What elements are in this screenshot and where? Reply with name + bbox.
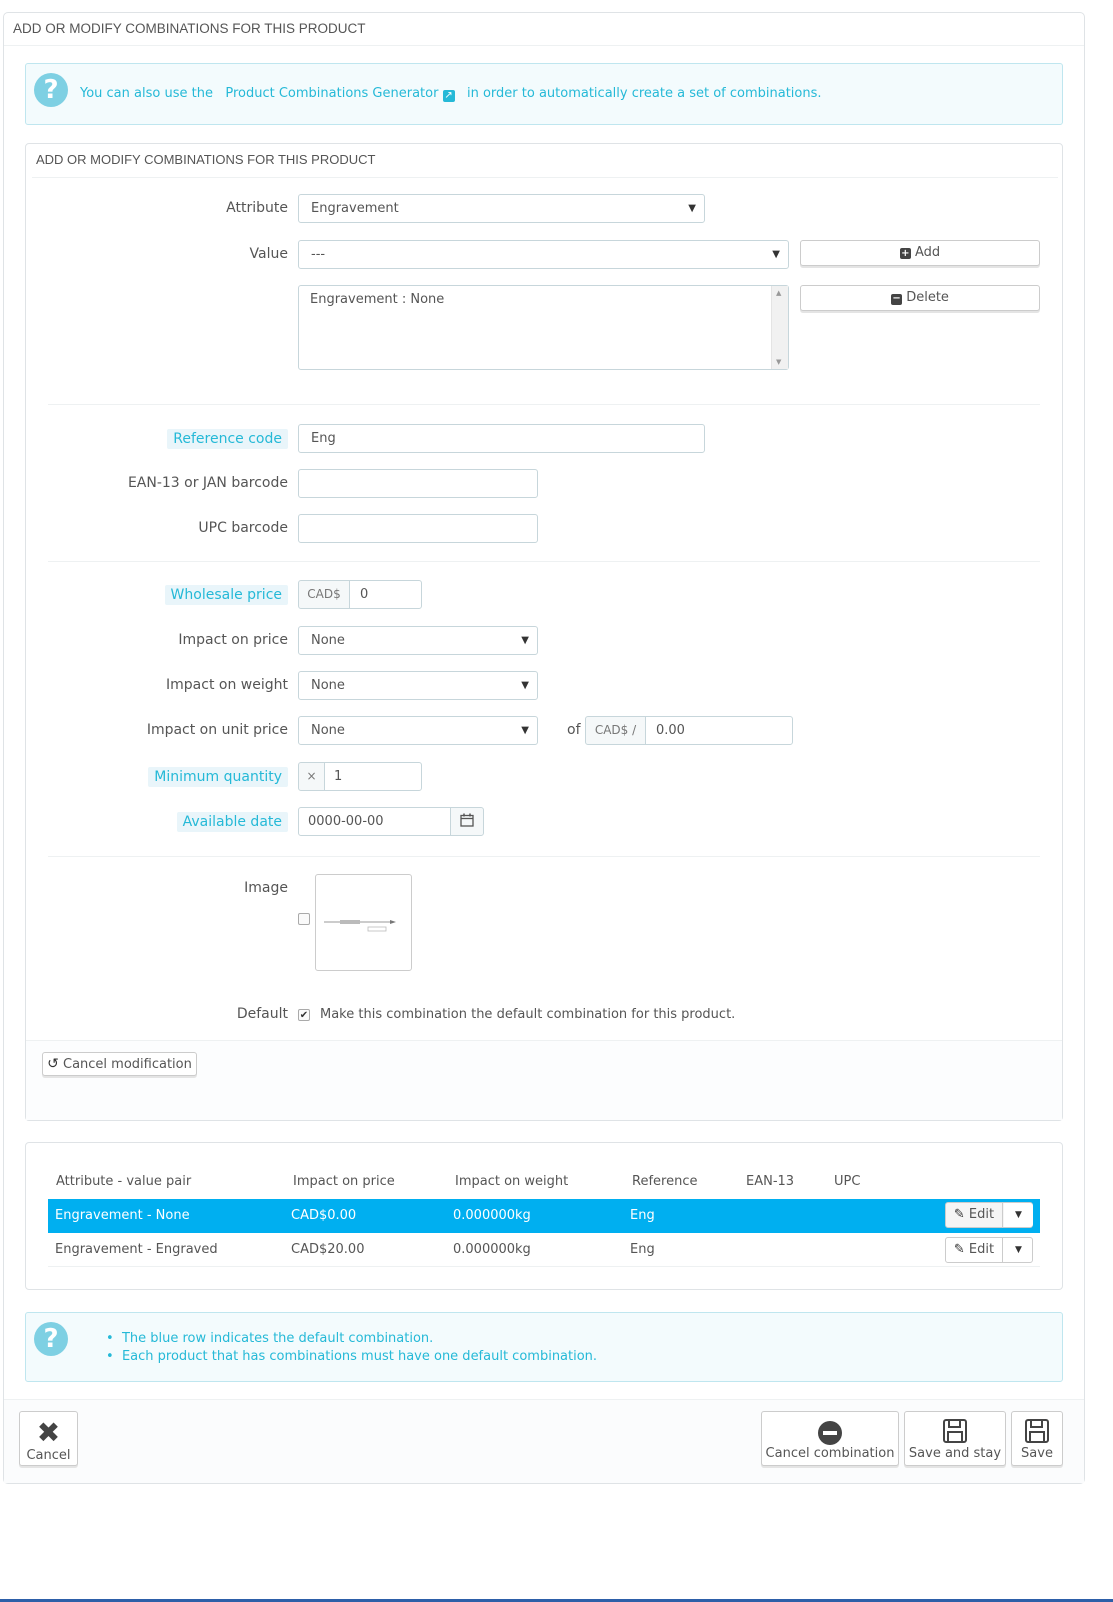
caret-down-icon: ▼ [521,680,529,691]
caret-down-icon: ▼ [688,203,696,214]
impact-weight-label: Impact on weight [166,677,288,693]
impact-price-label: Impact on price [178,632,288,648]
question-icon: ? [34,1322,68,1356]
impact-price-select[interactable] [298,626,538,655]
date-label-wrap [100,812,288,832]
value-select[interactable] [298,240,789,269]
caret-down-icon: ▼ [772,249,780,260]
divider [48,561,1040,562]
default-checkbox[interactable]: ✔ [299,1010,309,1021]
cell-price: CAD$20.00 [291,1242,365,1257]
reference-label-wrap [100,429,288,449]
unit-price-input[interactable] [645,716,793,745]
caret-down-icon[interactable]: ▼ [1004,1203,1033,1227]
cell-pair: Engravement - Engraved [55,1242,218,1257]
help-alert [25,1312,1063,1382]
info-suffix: in order to automatically create a set of combinations. [466,86,822,101]
value-label: Value [249,246,288,262]
min-qty-input[interactable] [324,762,422,791]
impact-weight-select[interactable] [298,671,538,700]
save-and-stay-button[interactable] [904,1411,1006,1466]
wholesale-label-wrap [100,585,288,605]
table-row[interactable] [48,1233,1040,1267]
cancel-combination-label: Cancel combination [765,1446,895,1461]
min-qty-label: Minimum quantity [148,767,288,787]
upc-label: UPC barcode [198,520,288,536]
ean-input[interactable] [298,469,538,498]
delete-label: Delete [906,290,949,305]
impact-weight-value: None [311,678,345,693]
min-qty-value: 1 [334,769,343,784]
question-icon: ? [34,73,68,107]
impact-unit-label: Impact on unit price [146,722,288,738]
col-header-price: Impact on price [293,1174,395,1189]
plus-square-icon: + [901,248,910,259]
divider [32,177,1058,178]
info-text [80,86,822,102]
cell-price: CAD$0.00 [291,1208,357,1223]
wholesale-input-value: 0 [360,587,369,602]
divider [4,45,1084,46]
cell-reference: Eng [630,1242,655,1257]
listbox-option[interactable]: Engravement : None [310,292,445,307]
info-alert [25,63,1063,125]
edit-label: Edit [968,1207,995,1222]
upc-input[interactable] [298,514,538,543]
col-header-pair: Attribute - value pair [56,1174,192,1189]
ean-label: EAN-13 or JAN barcode [127,475,288,491]
floppy-disk-icon [1012,1418,1062,1446]
wholesale-label: Wholesale price [165,585,288,605]
save-label: Save [1021,1446,1053,1461]
col-header-reference: Reference [632,1174,698,1189]
date-input[interactable] [298,807,451,836]
cell-weight: 0.000000kg [453,1208,531,1223]
floppy-disk-icon [905,1418,1005,1446]
edit-button[interactable] [946,1203,1003,1227]
attribute-select[interactable] [298,194,705,223]
of-label: of [567,722,581,738]
pencil-icon: ✎ [953,1207,965,1222]
reference-input-value: Eng [311,431,336,446]
edit-label: Edit [968,1242,995,1257]
default-label: Default [236,1006,288,1022]
panel-title: ADD OR MODIFY COMBINATIONS FOR THIS PRODUCT [13,21,366,36]
col-header-weight: Impact on weight [455,1174,569,1189]
divider [48,856,1040,857]
attribute-label: Attribute [226,200,288,216]
impact-unit-value: None [311,723,345,738]
table-row-default[interactable] [48,1199,1040,1233]
caret-down-icon: ▼ [521,725,529,736]
product-thumbnail [316,875,411,970]
calendar-icon [460,813,474,827]
row-actions-group [945,1202,1033,1228]
help-item: • The blue row indicates the default combination. [106,1331,434,1346]
caret-down-icon: ▼ [521,635,529,646]
row-actions-group [945,1237,1033,1263]
cancel-combination-button[interactable] [761,1411,899,1466]
product-image-thumb[interactable] [315,874,412,971]
attribute-select-value: Engravement [311,201,399,216]
impact-price-value: None [311,633,345,648]
add-label: Add [914,245,941,260]
divider [48,404,1040,405]
date-label: Available date [177,812,288,832]
undo-icon: ↺ [47,1056,59,1072]
help-list [106,1330,597,1366]
caret-down-icon[interactable]: ▼ [1015,1245,1022,1255]
help-item: • Each product that has combinations must have one default combination. [106,1349,598,1364]
close-icon: ✖ [36,1416,61,1449]
minus-circle-icon [762,1420,898,1446]
value-select-value: --- [311,247,326,262]
add-button[interactable] [800,240,1040,266]
col-header-ean: EAN-13 [746,1174,795,1189]
scroll-down-icon[interactable]: ▼ [776,358,782,366]
cell-weight: 0.000000kg [453,1242,531,1257]
form-title: ADD OR MODIFY COMBINATIONS FOR THIS PRODUCT [36,152,376,167]
min-qty-label-wrap [100,767,288,787]
generator-link[interactable]: Product Combinations Generator [225,86,439,101]
combination-listbox[interactable] [298,285,789,370]
calendar-button[interactable] [450,807,484,836]
reference-input[interactable] [298,424,705,453]
currency-addon: CAD$ [298,580,350,609]
cancel-modification-label: Cancel modification [63,1057,192,1072]
external-link-icon[interactable]: ↗ [444,90,453,101]
cancel-button[interactable] [19,1411,78,1466]
edit-button[interactable] [946,1238,1003,1262]
default-text: Make this combination the default combination for this product. [320,1007,736,1022]
date-value: 0000-00-00 [308,814,384,829]
unit-price-value: 0.00 [656,723,685,738]
wholesale-input[interactable] [349,580,422,609]
image-checkbox[interactable] [298,913,310,925]
col-header-upc: UPC [834,1174,861,1189]
scroll-up-icon[interactable]: ▲ [776,289,782,297]
impact-unit-select[interactable] [298,716,538,745]
pencil-icon: ✎ [953,1242,965,1257]
minus-square-icon: − [892,293,901,304]
cancel-modification-button[interactable] [42,1052,197,1076]
times-addon: × [298,762,325,791]
listbox-scrollbar[interactable] [771,286,788,369]
unit-currency-addon: CAD$ / [585,716,646,745]
info-prefix: You can also use the [80,86,213,101]
save-and-stay-label: Save and stay [908,1446,1002,1461]
image-label: Image [244,880,288,896]
cell-reference: Eng [630,1208,655,1223]
cancel-label: Cancel [26,1448,71,1463]
cell-pair: Engravement - None [55,1208,190,1223]
save-button[interactable] [1011,1411,1063,1466]
reference-label: Reference code [167,429,288,449]
delete-button[interactable] [800,285,1040,311]
